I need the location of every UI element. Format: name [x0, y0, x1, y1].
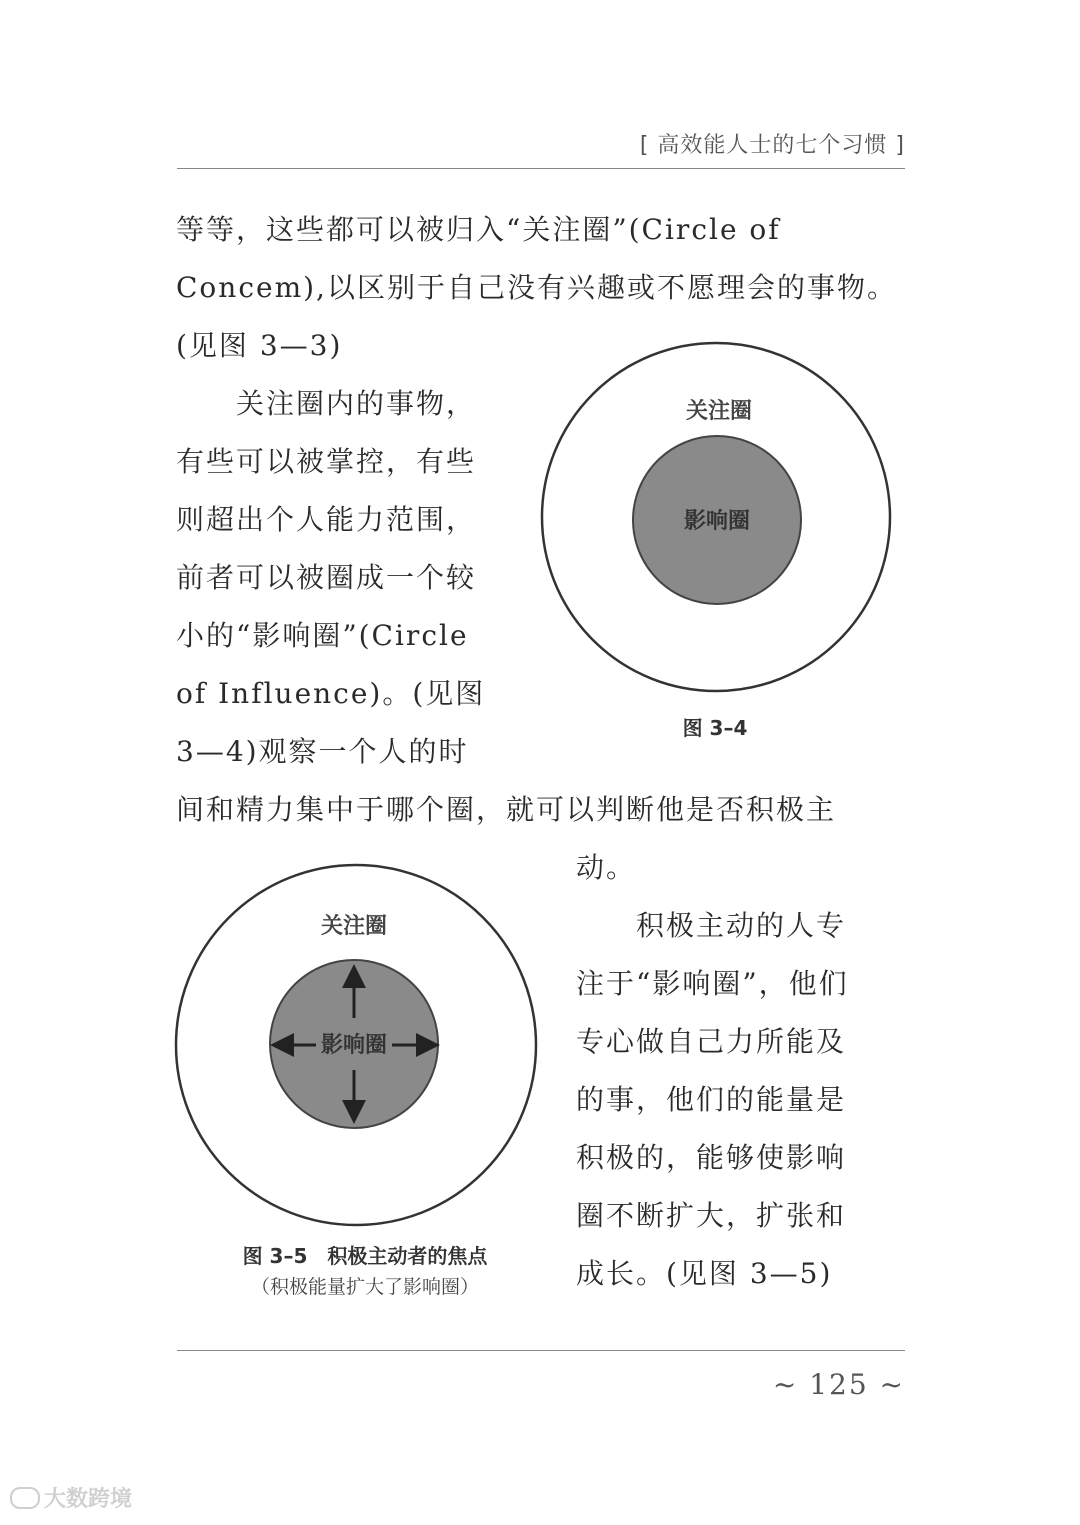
header-rule [177, 168, 905, 169]
footer-rule [177, 1350, 905, 1351]
body-line-9: of Influence)。(见图 [176, 677, 486, 710]
body-line-14: 注于“影响圈”，他们 [576, 967, 849, 1000]
figure-3-4-diagram [525, 335, 910, 710]
page-number: ~ 125 ~ [772, 1368, 905, 1401]
body-line-10: 3—4)观察一个人的时 [176, 735, 469, 768]
body-line-12: 动。 [576, 851, 637, 884]
body-line-2: Concem),以区别于自己没有兴趣或不愿理会的事物。 [176, 271, 897, 304]
watermark-logo-icon [10, 1487, 40, 1509]
running-header-title: [ 高效能人士的七个习惯 ] [639, 133, 905, 158]
watermark-text: 大数跨境 [44, 1487, 133, 1512]
body-line-11: 间和精力集中于哪个圈，就可以判断他是否积极主 [176, 793, 837, 826]
figure-3-5-diagram [160, 858, 555, 1238]
fig34-outer-label: 关注圈 [685, 399, 753, 424]
body-line-13: 积极主动的人专 [636, 909, 847, 942]
body-line-18: 圈不断扩大，扩张和 [576, 1199, 847, 1232]
fig34-inner-label: 影响圈 [683, 509, 751, 534]
fig35-inner-label: 影响圈 [320, 1033, 388, 1058]
body-line-5: 有些可以被掌控，有些 [176, 445, 477, 478]
figure-3-5-caption-sub: （积极能量扩大了影响圈） [250, 1276, 479, 1298]
body-line-7: 前者可以被圈成一个较 [176, 561, 477, 594]
body-line-4: 关注圈内的事物， [236, 387, 477, 420]
body-line-1: 等等，这些都可以被归入“关注圈”(Circle of [176, 213, 781, 246]
watermark [10, 1482, 132, 1513]
figure-3-5-caption-main: 图 3–5 积极主动者的焦点 [242, 1244, 488, 1268]
figure-3-4-caption: 图 3–4 [682, 716, 748, 740]
body-line-19: 成长。(见图 3—5) [576, 1257, 833, 1290]
body-line-15: 专心做自己力所能及 [576, 1025, 847, 1058]
body-line-17: 积极的，能够使影响 [576, 1141, 847, 1174]
body-line-3: (见图 3—3) [176, 329, 343, 362]
fig35-outer-label: 关注圈 [320, 914, 388, 939]
body-line-6: 则超出个人能力范围， [176, 503, 477, 536]
body-line-16: 的事，他们的能量是 [576, 1083, 847, 1116]
body-line-8: 小的“影响圈”(Circle [176, 619, 469, 652]
